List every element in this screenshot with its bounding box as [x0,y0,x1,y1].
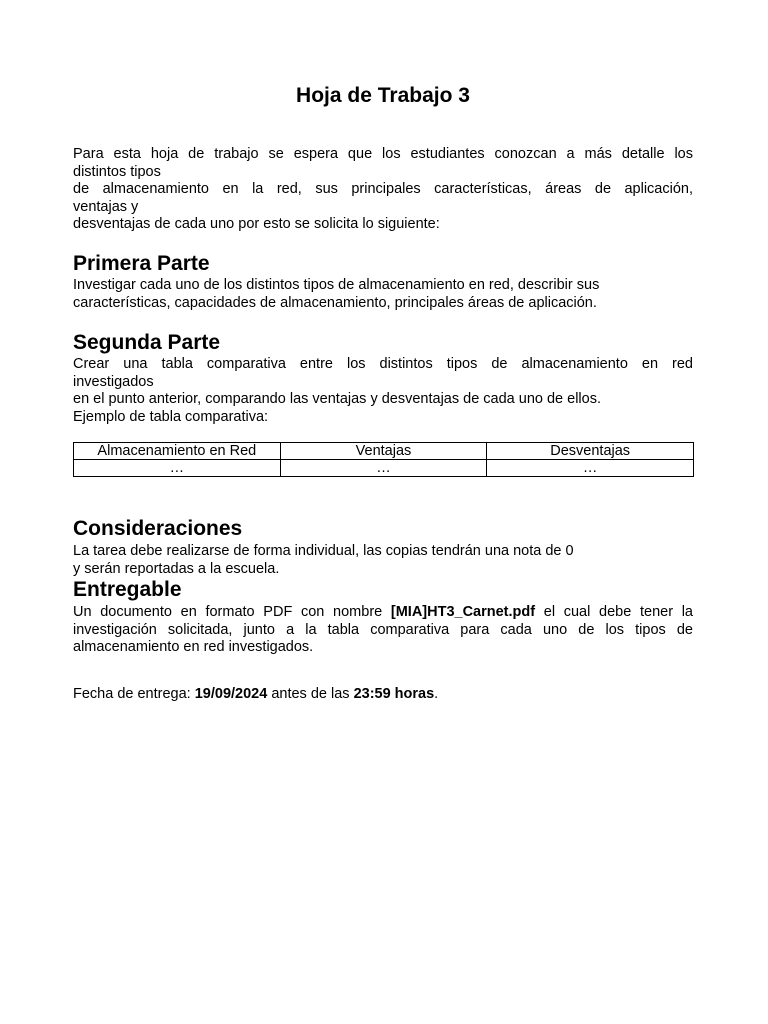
intro-line-1: Para esta hoja de trabajo se espera que los estudiantes conozcan a más detalle los [73,146,693,162]
fecha-post: . [434,686,439,702]
entregable-heading: Entregable [73,578,182,601]
primera-line-2: características, capacidades de almacenamiento, principales áreas de aplicación. [73,294,597,311]
primera-parte-paragraph [73,277,693,312]
entregable-line-1-post: el cual debe tener la [535,604,693,620]
segunda-line-1: Crear una tabla comparativa entre los distintos tipos de almacenamiento en red [73,356,693,372]
table-cell: … [487,460,694,477]
entregable-line-1-pre: Un documento en formato PDF con nombre [73,604,391,620]
table-header-row [74,443,694,460]
fecha-entrega-text [73,686,693,704]
primera-line-1: Investigar cada uno de los distintos tipos de almacenamiento en red, describir sus [73,277,600,293]
consideraciones-paragraph [73,543,693,578]
table-cell: … [280,460,487,477]
fecha-pre: Fecha de entrega: [73,686,195,702]
intro-line-4: ventajas y [73,198,139,215]
entregable-line-1 [73,604,693,622]
filename-label: [MIA]HT3_Carnet.pdf [390,604,536,620]
fecha-entrega-line [73,686,693,704]
table-header-cell: Almacenamiento en Red [74,443,281,460]
segunda-line-3: en el punto anterior, comparando las ventajas y desventajas de cada uno de ellos. [73,391,601,407]
fecha-mid: antes de las [267,686,354,702]
segunda-line-4: Ejemplo de tabla comparativa: [73,408,269,425]
table-row [74,460,694,477]
primera-parte-heading: Primera Parte [73,252,210,275]
consideraciones-line-1: La tarea debe realizarse de forma individual, las copias tendrán una nota de 0 [73,543,574,559]
fecha-time: 23:59 horas [353,686,435,702]
table-header-cell: Desventajas [487,443,694,460]
consideraciones-heading: Consideraciones [73,517,243,540]
intro-paragraph [73,146,693,234]
fecha-date: 19/09/2024 [194,686,268,702]
page-title: Hoja de Trabajo 3 [296,84,470,107]
segunda-parte-paragraph [73,356,693,426]
segunda-line-2: investigados [73,373,154,390]
table-header-cell: Ventajas [280,443,487,460]
entregable-line-2: investigación solicitada, junto a la tabla comparativa para cada uno de los tipos de [73,621,693,638]
entregable-paragraph [73,604,693,657]
consideraciones-line-2: y serán reportadas a la escuela. [73,560,280,577]
table-cell: … [74,460,281,477]
entregable-line-3: almacenamiento en red investigados. [73,639,314,655]
comparison-table [73,442,694,477]
intro-line-2: distintos tipos [73,163,161,180]
segunda-parte-heading: Segunda Parte [73,331,221,354]
intro-line-3: de almacenamiento en la red, sus principales características, áreas de aplicación, [73,181,693,197]
intro-line-5: desventajas de cada uno por esto se solicita lo siguiente: [73,216,440,232]
